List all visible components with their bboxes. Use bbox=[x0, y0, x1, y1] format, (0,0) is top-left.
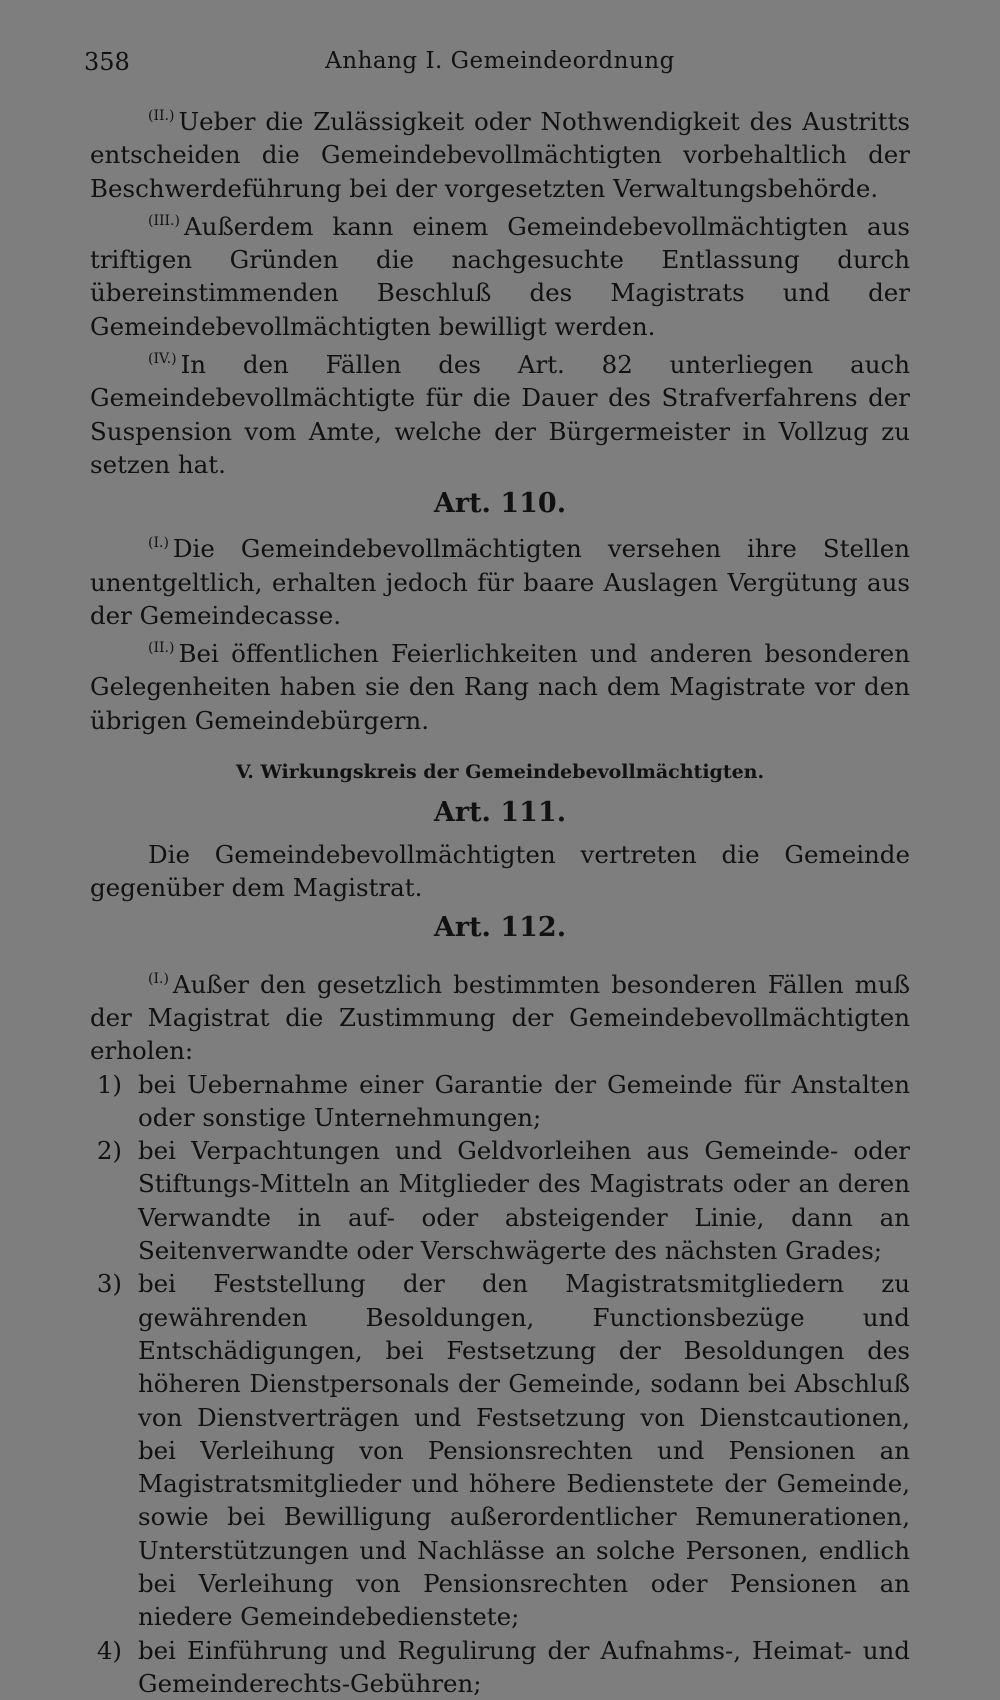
item-text: bei Uebernahme einer Garantie der Gemeinde für Anstalten oder sonstige Unternehmungen; bbox=[138, 1069, 910, 1132]
item-number: 4) bbox=[96, 1635, 122, 1665]
running-title: Anhang I. Gemeindeordnung bbox=[325, 48, 675, 74]
list-item bbox=[90, 1134, 910, 1267]
item-text: bei Einführung und Regulirung der Aufnahms-, Heimat- und Gemeinderechts-Gebühren; bbox=[138, 1635, 910, 1698]
list-item bbox=[90, 1267, 910, 1633]
paragraph-text: Außer den gesetzlich bestimmten besonderen Fällen muß der Magistrat die Zustimmung der Gemeindebevollmächtigten erholen: bbox=[90, 969, 910, 1066]
page-body bbox=[90, 100, 910, 1700]
paragraph-marker: (I.) bbox=[148, 535, 169, 552]
art112-item-list bbox=[90, 1068, 910, 1700]
paragraph-marker: (III.) bbox=[148, 212, 180, 229]
item-text: bei Verpachtungen und Geldvorleihen aus Gemeinde- oder Stiftungs-Mitteln an Mitglieder des Magistrats oder an deren Verwandte in auf- oder absteigender Linie, dann an Seitenverwandte oder Verschwägerte des nächsten Grades; bbox=[138, 1136, 910, 1266]
item-number: 1) bbox=[96, 1069, 122, 1099]
art110-paragraph-ii bbox=[90, 632, 910, 737]
paragraph-iv bbox=[90, 343, 910, 481]
item-number: 3) bbox=[96, 1269, 122, 1299]
list-item bbox=[90, 1634, 910, 1700]
paragraph-marker: (I.) bbox=[148, 970, 169, 987]
paragraph-marker: (II.) bbox=[148, 640, 175, 657]
article-110-heading: Art. 110. bbox=[433, 488, 567, 520]
item-number: 2) bbox=[96, 1136, 122, 1166]
paragraph-text: Außerdem kann einem Gemeindebevollmächtigten aus triftigen Gründen die nachgesuchte Entlassung durch übereinstimmenden Beschluß des Magistrats und der Gemeindebevollmächtigten bewilligt werden. bbox=[90, 211, 910, 341]
art112-intro bbox=[90, 963, 910, 1068]
art111-text: Die Gemeindebevollmächtigten vertreten die Gemeinde gegenüber dem Magistrat. bbox=[90, 840, 910, 903]
paragraph-text: Die Gemeindebevollmächtigten versehen ihre Stellen unentgeltlich, erhalten jedoch für baare Auslagen Vergütung aus der Gemeindecasse. bbox=[90, 534, 910, 630]
page-header bbox=[0, 48, 1000, 82]
paragraph-text: Ueber die Zulässigkeit oder Nothwendigkeit des Austritts entscheiden die Gemeindebevollmächtigten vorbehaltlich der Beschwerdeführung bei der vorgesetzten Verwaltungsbehörde. bbox=[90, 107, 910, 203]
article-111-heading: Art. 111. bbox=[433, 797, 567, 829]
paragraph-text: In den Fällen des Art. 82 unterliegen auch Gemeindebevollmächtigte für die Dauer des Strafverfahrens der Suspension vom Amte, welche der Bürgermeister in Vollzug zu setzen hat. bbox=[90, 350, 910, 479]
page-number: 358 bbox=[84, 48, 130, 76]
section-v-heading: V. Wirkungskreis der Gemeindebevollmächtigten. bbox=[235, 761, 765, 784]
article-112-heading: Art. 112. bbox=[433, 911, 567, 943]
paragraph-ii bbox=[90, 100, 910, 205]
paragraph-text: Bei öffentlichen Feierlichkeiten und anderen besonderen Gelegenheiten haben sie den Rang nach dem Magistrate vor den übrigen Gemeindebürgern. bbox=[90, 639, 910, 735]
paragraph-marker: (IV.) bbox=[148, 351, 177, 368]
art110-paragraph-i bbox=[90, 527, 910, 632]
list-item bbox=[90, 1068, 910, 1135]
paragraph-marker: (II.) bbox=[148, 108, 175, 124]
paragraph-iii bbox=[90, 205, 910, 343]
item-text: bei Feststellung der den Magistratsmitgliedern zu gewährenden Besoldungen, Functionsbezüge und Entschädigungen, bei Festsetzung der Besoldungen des höheren Dienstpersonals der Gemeinde, sodann bei Abschluß von Dienstverträgen und Festsetzung von Dienstcautionen, bei Verleihung von Pensionsrechten und Pensionen an Magistratsmitglieder und höhere Bedienstete der Gemeinde, sowie bei Bewilligung außerordentlicher Remunerationen, Unterstützungen und Nachlässe an solche Personen, endlich bei Verleihung von Pensionsrechten oder Pensionen an niedere Gemeindebedienstete; bbox=[138, 1269, 910, 1632]
